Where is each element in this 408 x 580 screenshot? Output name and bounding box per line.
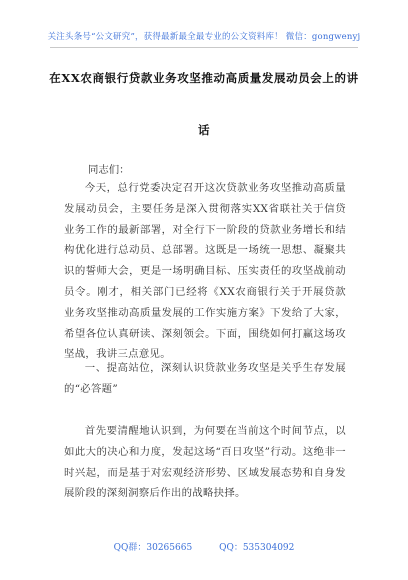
paragraph-section-1: 首先要清醒地认识到，为何要在当前这个时间节点，以如此大的决心和力度，发起这场“百日攻坚”行动。这绝非一时兴起，而是基于对宏观经济形势、区域发展态势和自身发展阶段的深刻洞察后作出的战略抉择。 [64, 425, 346, 500]
footer-qq: QQ：535304092 [219, 543, 295, 553]
footer-contact [0, 540, 408, 553]
header-divider [50, 47, 358, 48]
header-notice: 关注头条号“公文研究”，获得最新最全最专业的公文资料库！ 微信：gongwenyj [47, 32, 361, 42]
paragraph-intro: 今天，总行党委决定召开这次贷款业务攻坚推动高质量发展动员会，主要任务是深入贯彻落实XX省联社关于信贷业务工作的最新部署，对全行下一阶段的贷款业务增长和结构优化进行总动员、总部署。这既是一场统一思想、凝聚共识的誓师大会，更是一场明确目标、压实责任的攻坚战前动员令。刚才，相关部门已经将《XX农商银行关于开展贷款业务攻坚推动高质量发展的工作实施方案》下发给了大家，希望各位认真研读、深刻领会。下面，围绕如何打赢这场攻坚战，我讲三点意见。 [64, 182, 346, 361]
section-heading-1: 一、提高站位，深刻认识贷款业务攻坚是关乎生存发展的“必答题” [64, 362, 346, 395]
footer-qq-group: QQ群：30265665 [113, 543, 193, 553]
document-title-line-2: 话 [197, 123, 211, 137]
document-title-line-1: 在XX农商银行贷款业务攻坚推动高质量发展动员会上的讲 [49, 71, 359, 85]
salutation: 同志们： [88, 164, 130, 176]
